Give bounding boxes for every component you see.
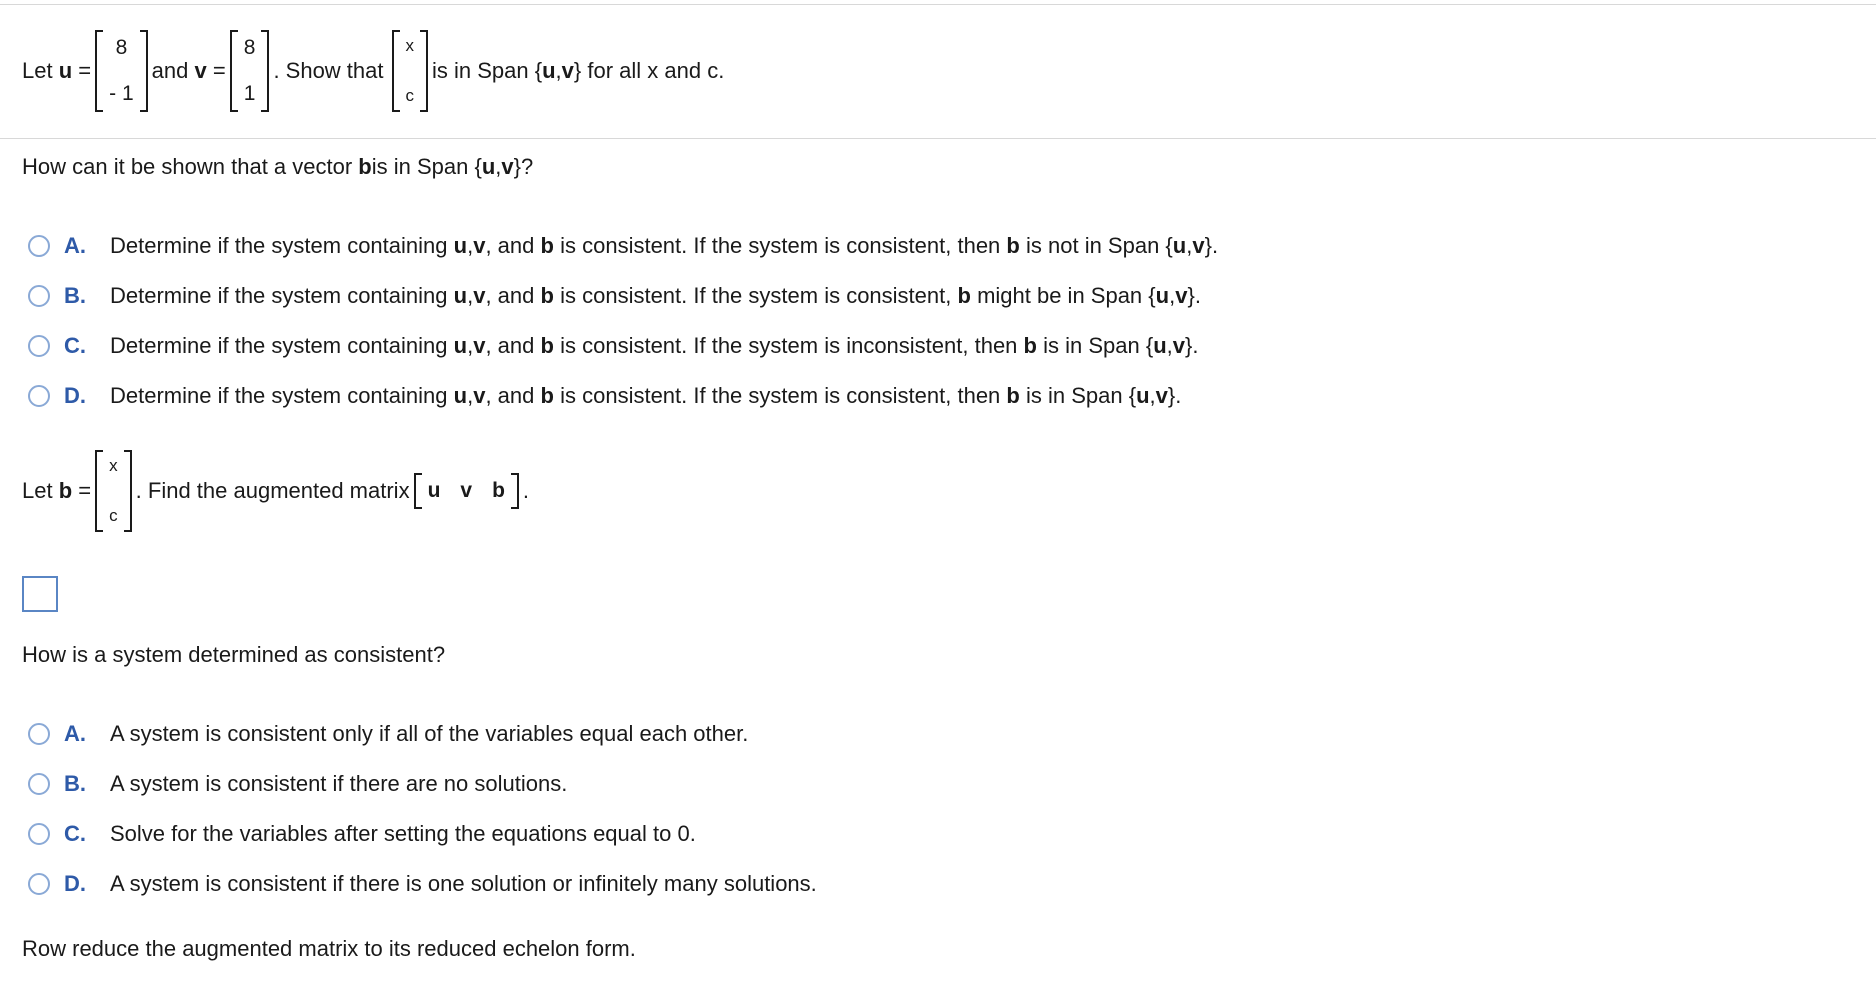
opt-u: u (1136, 383, 1150, 408)
span-text: is in Span { (432, 58, 543, 83)
u-vector-entry-2: - 1 (109, 82, 134, 105)
opt-text: is in Span { (1043, 333, 1154, 358)
aug-v: v (460, 479, 473, 502)
opt-text: , and (485, 233, 535, 258)
opt-comma: , (1186, 233, 1193, 258)
period: . (522, 478, 530, 503)
q1-option-c[interactable] (28, 333, 1199, 359)
opt-comma: , (1169, 283, 1176, 308)
opt-text: Determine if the system containing (110, 283, 448, 308)
xc-vector-entry-1: x (405, 36, 415, 55)
opt-v: v (1172, 333, 1186, 358)
opt-text: Determine if the system containing (110, 333, 448, 358)
q1-text-3: }? (513, 154, 534, 179)
opt-comma: , (467, 333, 474, 358)
opt-text: , and (485, 283, 535, 308)
v-vector (230, 30, 270, 112)
opt-b: b (540, 383, 554, 408)
xc-vector-entry-2: c (405, 86, 415, 105)
span-tail: } for all x and c. (573, 58, 725, 83)
option-letter: B. (64, 283, 86, 308)
radio-button[interactable] (28, 285, 50, 307)
opt-u: u (1172, 233, 1187, 258)
let-b-let: Let (22, 478, 53, 503)
opt-b: b (540, 283, 554, 308)
b-vector-entry-2: c (109, 506, 118, 525)
xc-vector (392, 30, 429, 112)
v-vector-entry-2: 1 (243, 82, 256, 105)
find-augmented-text: . Find the augmented matrix (135, 478, 410, 503)
opt-b: b (1023, 333, 1037, 358)
aug-u: u (427, 479, 441, 502)
opt-text: is consistent. If the system is consistent, then (560, 383, 1001, 408)
aug-b: b (492, 479, 505, 502)
question-2-text: How is a system determined as consistent? (22, 642, 446, 667)
opt-b: b (540, 233, 554, 258)
opt-v: v (1192, 233, 1205, 258)
span-v: v (561, 58, 574, 83)
v-vector-entry-1: 8 (243, 36, 256, 59)
opt-u: u (453, 383, 468, 408)
option-letter: C. (64, 333, 86, 358)
let-b-statement (22, 450, 529, 532)
opt-text: is consistent. If the system is consistent, then (560, 233, 1001, 258)
option-letter: B. (64, 771, 86, 796)
opt-u: u (1153, 333, 1167, 358)
question-1 (22, 154, 533, 180)
option-text: A system is consistent if there is one solution or infinitely many solutions. (110, 871, 817, 896)
opt-b: b (957, 283, 971, 308)
option-letter: A. (64, 233, 86, 258)
opt-text: }. (1204, 233, 1219, 258)
final-instruction (22, 936, 636, 962)
q1-v: v (501, 154, 514, 179)
v-variable: v (194, 58, 207, 83)
augmented-matrix-row (414, 473, 519, 509)
opt-b: b (1006, 383, 1020, 408)
option-text: A system is consistent only if all of the variables equal each other. (110, 721, 749, 746)
opt-v: v (473, 233, 486, 258)
opt-text: is consistent. If the system is consistent, (560, 283, 952, 308)
q2-option-c[interactable] (28, 821, 696, 847)
radio-button[interactable] (28, 385, 50, 407)
option-text: A system is consistent if there are no solutions. (110, 771, 568, 796)
option-letter: C. (64, 821, 86, 846)
equals-sign: = (212, 58, 226, 83)
q2-option-b[interactable] (28, 771, 567, 797)
u-vector (95, 30, 148, 112)
q1-comma: , (495, 154, 502, 179)
opt-text: , and (485, 383, 535, 408)
q1-text-2: is in Span { (371, 154, 482, 179)
opt-b: b (1006, 233, 1020, 258)
opt-text: is in Span { (1026, 383, 1137, 408)
equals-sign: = (78, 478, 92, 503)
opt-text: }. (1167, 383, 1182, 408)
opt-b: b (540, 333, 554, 358)
opt-text: Determine if the system containing (110, 233, 448, 258)
opt-u: u (1155, 283, 1170, 308)
q1-u: u (481, 154, 496, 179)
section-divider (0, 138, 1876, 139)
opt-v: v (473, 333, 486, 358)
q1-option-a[interactable] (28, 233, 1218, 259)
radio-button[interactable] (28, 773, 50, 795)
opt-u: u (453, 283, 468, 308)
opt-text: Determine if the system containing (110, 383, 448, 408)
intro-and: and (151, 58, 189, 83)
top-divider (0, 4, 1876, 5)
u-vector-entry-1: 8 (115, 36, 128, 59)
intro-let: Let (22, 58, 53, 83)
radio-button[interactable] (28, 235, 50, 257)
b-vector (95, 450, 132, 532)
span-u: u (542, 58, 556, 83)
option-letter: D. (64, 383, 86, 408)
opt-v: v (1155, 383, 1168, 408)
q1-option-b[interactable] (28, 283, 1201, 309)
radio-button[interactable] (28, 823, 50, 845)
intro-statement (22, 30, 724, 112)
radio-button[interactable] (28, 723, 50, 745)
u-variable: u (58, 58, 73, 83)
opt-u: u (453, 233, 468, 258)
answer-input-box[interactable] (22, 576, 58, 612)
opt-text: might be in Span { (977, 283, 1156, 308)
q1-text-1: How can it be shown that a vector (22, 154, 353, 179)
opt-text: is consistent. If the system is inconsistent, then (560, 333, 1018, 358)
opt-v: v (473, 283, 486, 308)
opt-v: v (1175, 283, 1188, 308)
opt-text: }. (1185, 333, 1199, 358)
q1-b: b (358, 154, 372, 179)
opt-text: is not in Span { (1026, 233, 1173, 258)
equals-sign: = (78, 58, 92, 83)
opt-comma: , (1166, 333, 1173, 358)
radio-button[interactable] (28, 873, 50, 895)
q2-option-a[interactable] (28, 721, 748, 747)
option-text: Solve for the variables after setting the equations equal to 0. (110, 821, 696, 846)
option-letter: A. (64, 721, 86, 746)
opt-text: }. (1187, 283, 1201, 308)
opt-comma: , (1149, 383, 1156, 408)
opt-text: , and (485, 333, 535, 358)
opt-u: u (453, 333, 468, 358)
final-instruction-text: Row reduce the augmented matrix to its reduced echelon form. (22, 936, 636, 961)
b-vector-entry-1: x (109, 456, 118, 475)
opt-comma: , (467, 233, 474, 258)
opt-comma: , (467, 283, 474, 308)
question-2 (22, 642, 445, 668)
radio-button[interactable] (28, 335, 50, 357)
b-variable: b (58, 478, 73, 503)
opt-v: v (473, 383, 486, 408)
show-that-text: . Show that (273, 58, 384, 83)
opt-comma: , (467, 383, 474, 408)
q2-option-d[interactable] (28, 871, 817, 897)
q1-option-d[interactable] (28, 383, 1181, 409)
span-comma: , (555, 58, 562, 83)
option-letter: D. (64, 871, 86, 896)
